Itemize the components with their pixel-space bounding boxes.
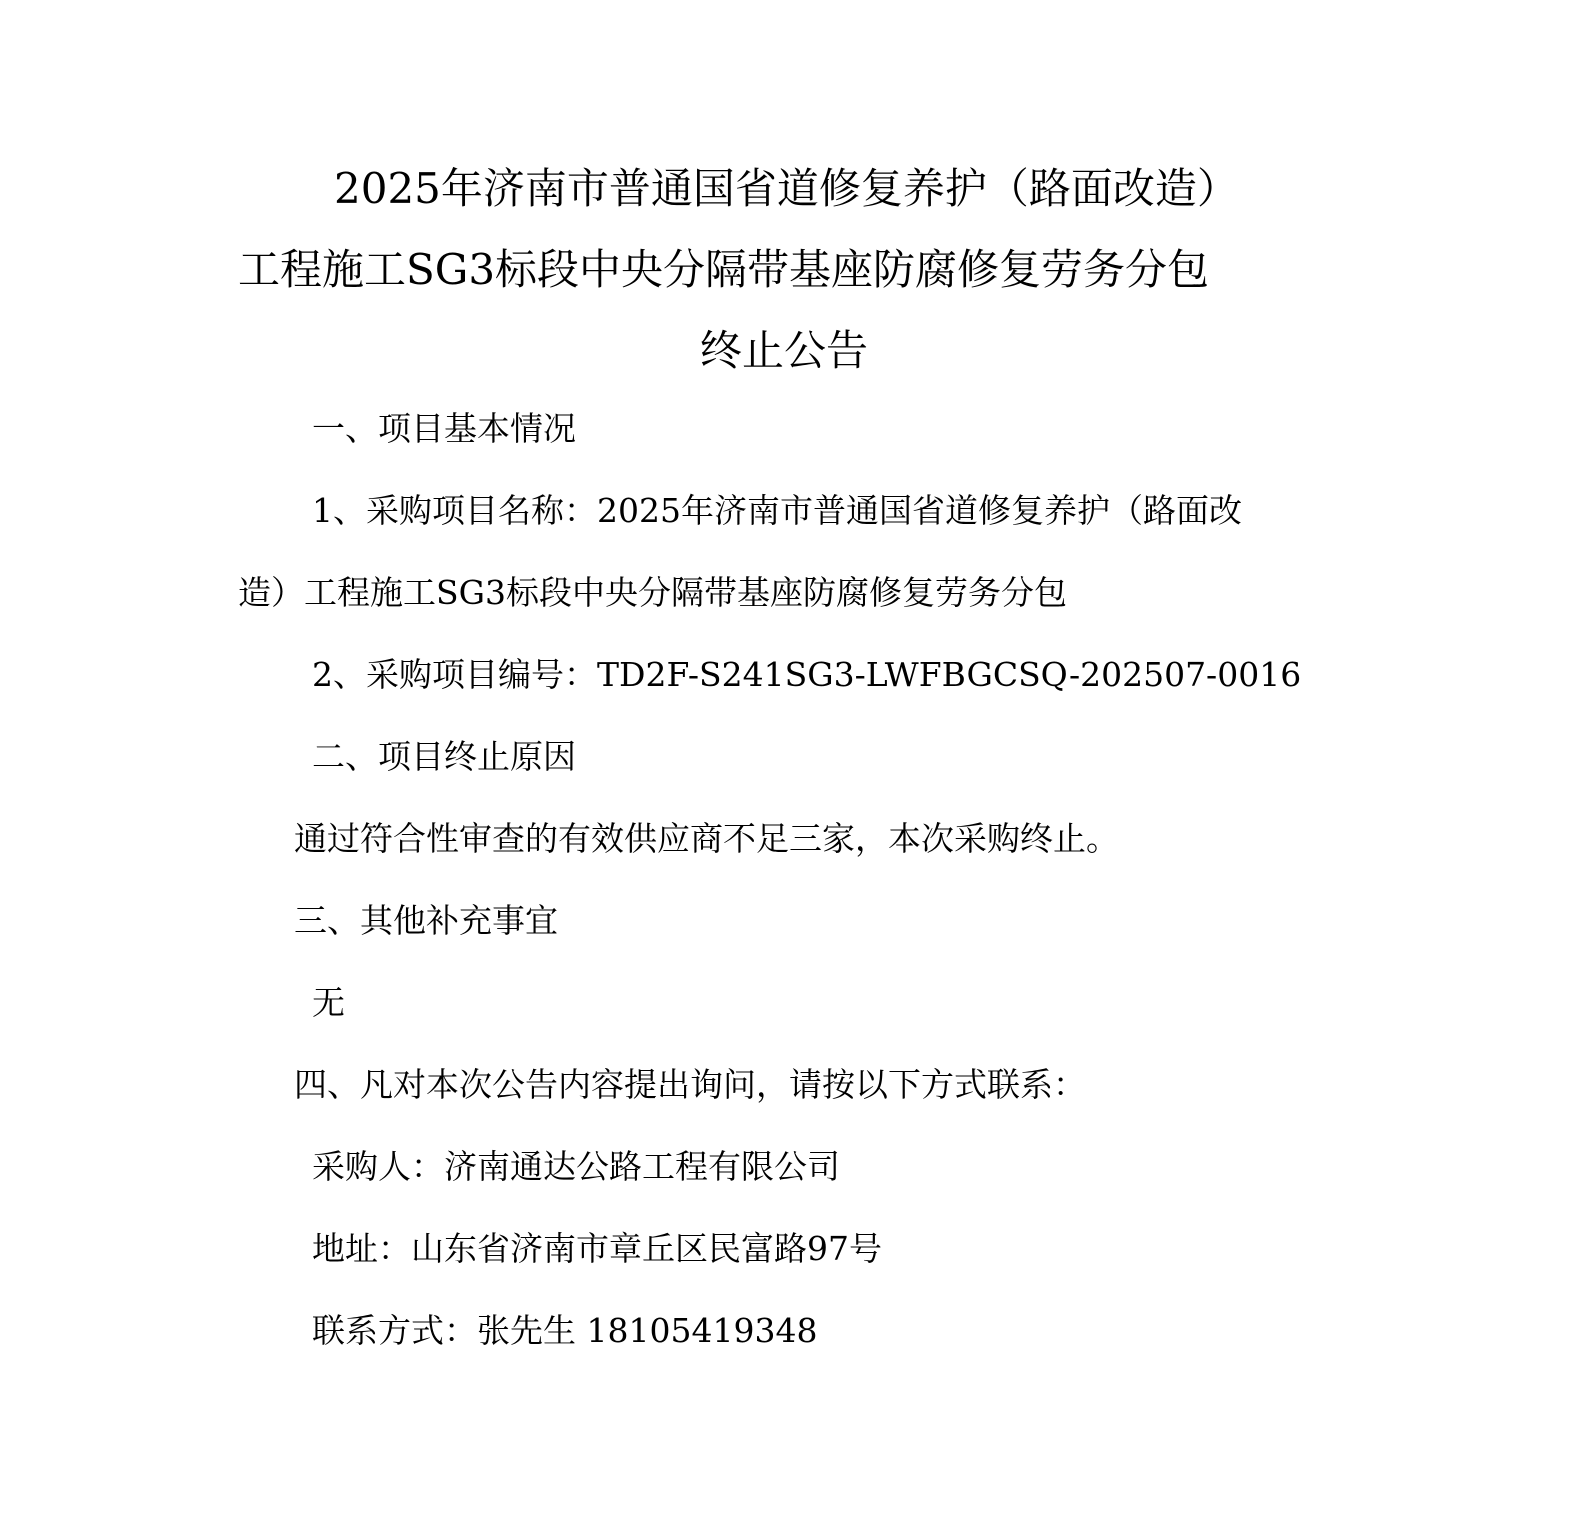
purchaser-line: 采购人：济南通达公路工程有限公司 xyxy=(312,1147,840,1186)
section-3-heading: 三、其他补充事宜 xyxy=(294,901,558,940)
address-line: 地址：山东省济南市章丘区民富路97号 xyxy=(312,1229,882,1268)
supplementary-content: 无 xyxy=(312,983,345,1022)
section-2-heading: 二、项目终止原因 xyxy=(312,737,576,776)
termination-reason: 通过符合性审查的有效供应商不足三家，本次采购终止。 xyxy=(294,819,1119,858)
section-1-heading: 一、项目基本情况 xyxy=(312,409,576,448)
document-title xyxy=(238,148,1338,391)
project-name-line-2: 造）工程施工SG3标段中央分隔带基座防腐修复劳务分包 xyxy=(238,573,1067,612)
section-4-heading: 四、凡对本次公告内容提出询问，请按以下方式联系： xyxy=(294,1065,1086,1104)
project-name-line-1: 1、采购项目名称：2025年济南市普通国省道修复养护（路面改 xyxy=(312,491,1242,530)
title-line-3: 终止公告 xyxy=(699,326,868,375)
project-number: 2、采购项目编号：TD2F-S241SG3-LWFBGCSQ-202507-0016 xyxy=(312,655,1302,694)
contact-line: 联系方式：张先生 18105419348 xyxy=(312,1311,818,1350)
title-line-2: 工程施工SG3标段中央分隔带基座防腐修复劳务分包 xyxy=(238,245,1210,294)
title-line-1: 2025年济南市普通国省道修复养护（路面改造） xyxy=(334,164,1239,213)
